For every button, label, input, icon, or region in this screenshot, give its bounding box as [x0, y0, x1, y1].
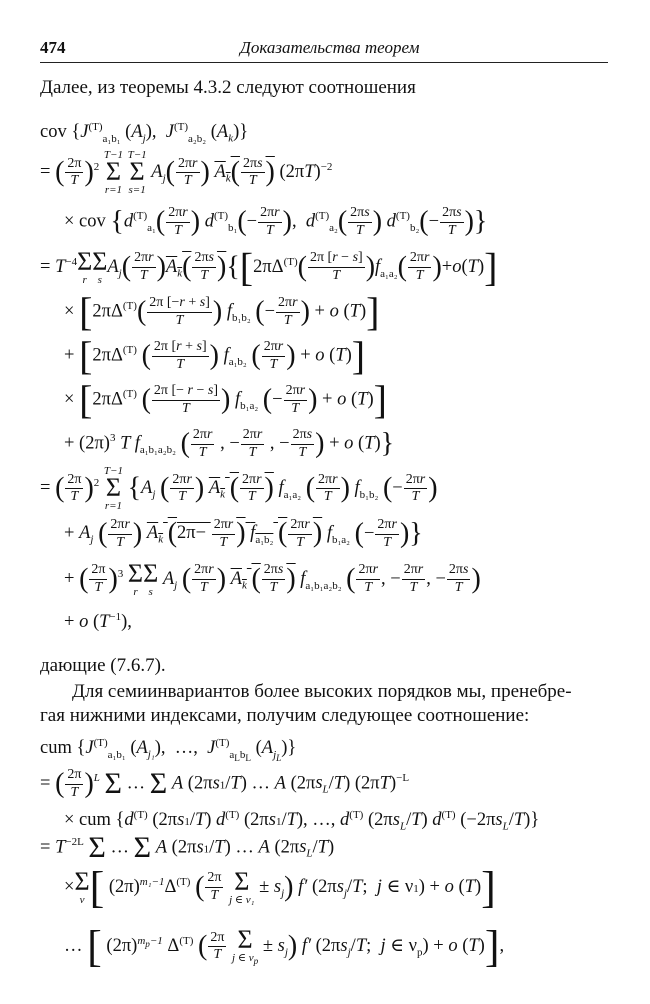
- paragraph-line-1: Для семиинвариантов более высоких порядков мы, пренебре-: [72, 681, 572, 702]
- giving-text: дающие (7.6.7).: [40, 655, 166, 676]
- eq2-line-4: = $T^{-2L}$ Σ … Σ A (2πs1/T) … A $(2\pi s_L/T)$: [40, 831, 335, 864]
- eq1-line-4: = $T^{-4}$ Σ r Σ s $A_j$( $\frac{2\pi r}{T}$ )$A_k$( $\frac{2\pi s}{T}$ ){[$2\pi\Delta^{(T)}$( $\frac{2\pi [r - s]}{T}$ )$f_{a_1a_2}$( $\frac{2\pi r}{T}$ )+o(T)]: [40, 244, 498, 290]
- eq1-line-1: cov {$J^{(T)}_{a_1b_1}$ $(A_j)$, $J^{(T)}_{a_2b_2}$ $(A_k)$}: [40, 121, 249, 145]
- eq2-line-3: × cum {$d^{(T)}$ (2πs1/T) $d^{(T)}$ (2πs1/T), …, $d^{(T)}$ $(2\pi s_L/T)$ $d^{(T)}$ $(-2\pi s_L/T)$}: [64, 809, 540, 833]
- eq1-line-3: × cov {$d^{(T)}_{a_1}$( $\frac{2\pi r}{T}$ ) $d^{(T)}_{b_1}(-$ $\frac{2\pi r}{T}$ ), $d^{(T)}_{a_2}$( $\frac{2\pi s}{T}$ ) $d^{(T)}_{b_2}(-$ $\frac{2\pi s}{T}$ )}: [64, 205, 488, 238]
- eq2-line-6: … [ $(2\pi)^{m_p-1}$ $\Delta^{(T)}$ ( $\frac{2\pi}{T}$ Σ j ∈ $\nu_p$ ± $s_j$) f′ ($2\pi s_j/T$; j ∈ $\nu_p) + o$ (T)],: [64, 922, 505, 972]
- page-number: 474: [40, 38, 66, 57]
- intro-text: Далее, из теоремы 4.3.2 следуют соотношения: [40, 77, 416, 98]
- eq2-line-5: × Σ ν [ $(2\pi)^{m_1-1}\Delta^{(T)}$ ( $\frac{2\pi}{T}$ Σ j ∈ ν₁ ± $s_j$) f′ ($2\pi s_j/T$; j ∈ ν1) + o (T)]: [64, 863, 496, 912]
- paragraph-line-2: гая нижними индексами, получим следующее соотношение:: [40, 705, 530, 726]
- running-title: Доказательства теорем: [240, 38, 420, 57]
- eq1-line-9: = ( $\frac{2\pi}{T}$ )$^2$ T−1 Σ r=1 {$A_j$ ( $\frac{2\pi r}{T}$ ) $A_k$ ( $\frac{2\pi r}{T}$ ) $f_{a_1a_2}$ ( $\frac{2\pi r}{T}$ ) $f_{b_1b_2}$ (− $\frac{2\pi r}{T}$ ): [40, 465, 438, 513]
- running-head: [40, 36, 608, 63]
- eq1-line-5: × [$2\pi\Delta^{(T)}$( $\frac{2\pi [-r + s]}{T}$ ) $f_{b_1b_2}$ (− $\frac{2\pi r}{T}$ ) + o (T)]: [64, 289, 380, 335]
- eq1-line-6: + [$2\pi\Delta^{(T)}$ ( $\frac{2\pi [r + s]}{T}$ ) $f_{a_1b_2}$ ( $\frac{2\pi r}{T}$ ) + o (T)]: [64, 333, 366, 379]
- eq1-line-8: + $(2\pi)^3$ T $f_{a_1b_1a_2b_2}$ ( $\frac{2\pi r}{T}$ , − $\frac{2\pi r}{T}$ , − $\frac{2\pi s}{T}$ ) + o (T)}: [64, 427, 395, 460]
- eq1-line-2: = ( $\frac{2\pi}{T}$ )$^2$ T−1 Σ r=1 T−1 Σ s=1 $A_j$( $\frac{2\pi r}{T}$ ) $A_k$( $\frac{2\pi s}{T}$ ) $(2\pi T)^{-2}$: [40, 149, 333, 197]
- eq1-line-11: + ( $\frac{2\pi}{T}$ )$^3$ Σ r Σ s $A_j$ ( $\frac{2\pi r}{T}$ ) $A_k$ ( $\frac{2\pi s}{T}$ ) $f_{a_1b_1a_2b_2}$ ( $\frac{2\pi r}{T}$ , − $\frac{2\pi r}{T}$ , − $\frac{2\pi s}{T}$ ): [64, 559, 481, 598]
- eq2-line-2: = ( $\frac{2\pi}{T}$ )$^L$ Σ … Σ A (2πs1/T) … A $(2\pi s_L/T)$ $(2\pi T)^{-L}$: [40, 767, 410, 801]
- eq1-line-7: × [$2\pi\Delta^{(T)}$ ( $\frac{2\pi [- r - s]}{T}$ ) $f_{b_1a_2}$ (− $\frac{2\pi r}{T}$ ) + o (T)]: [64, 377, 387, 423]
- eq2-line-1: cum {$J^{(T)}_{a_1b_1}$ $(A_{j_1})$, …, $J^{(T)}_{a_Lb_L}$ $(A_{j_L})$}: [40, 737, 297, 764]
- eq1-line-12: + o $(T^{-1})$,: [64, 611, 132, 632]
- eq1-line-10: + $A_j$ ( $\frac{2\pi r}{T}$ ) $A_k$ (2π− $\frac{2\pi r}{T}$ ) $f_{a_1b_2}$ ( $\frac{2\pi r}{T}$ ) $f_{b_1a_2}$ (− $\frac{2\pi r}{T}$ )}: [64, 517, 423, 550]
